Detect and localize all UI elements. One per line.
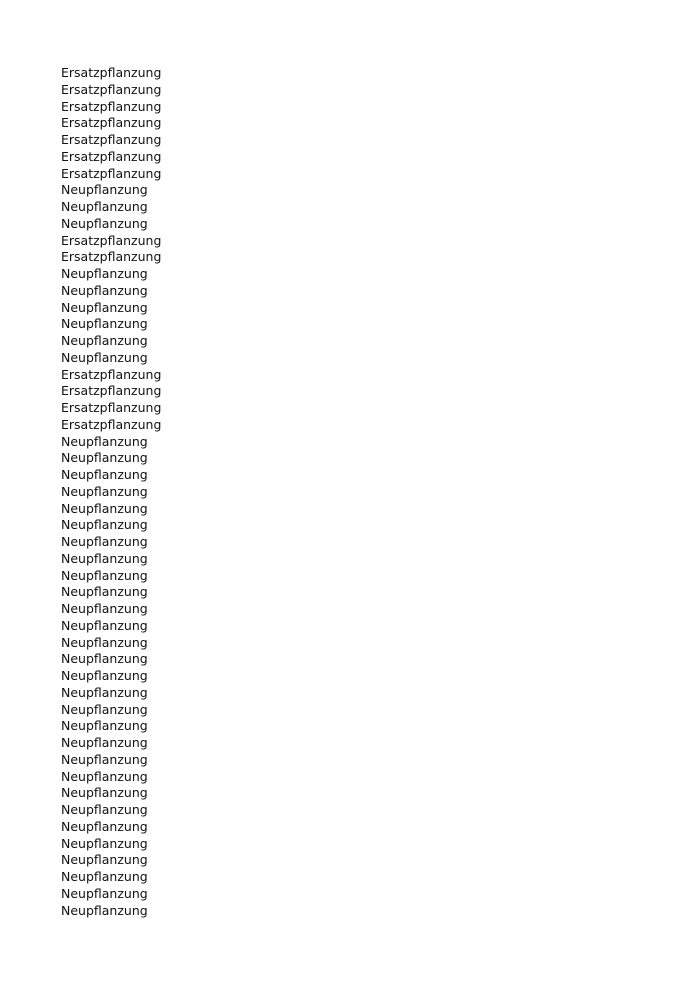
list-item: Neupflanzung (61, 534, 148, 549)
list-item: Neupflanzung (61, 567, 148, 583)
list-item: Neupflanzung (61, 668, 148, 683)
list-item: Neupflanzung (61, 651, 148, 667)
list-item: Neupflanzung (61, 483, 148, 499)
list-item: Ersatzpflanzung (61, 366, 162, 382)
list-item: Neupflanzung (61, 517, 148, 533)
list-item: Neupflanzung (61, 835, 148, 851)
list-item: Neupflanzung (61, 500, 148, 516)
list-item: Ersatzpflanzung (61, 383, 162, 399)
list-item: Neupflanzung (61, 433, 148, 449)
list-item: Neupflanzung (61, 550, 148, 566)
list-item: Neupflanzung (61, 751, 148, 767)
list-item: Ersatzpflanzung (61, 115, 162, 131)
list-item: Neupflanzung (61, 266, 148, 281)
list-item: Ersatzpflanzung (61, 232, 162, 248)
list-item: Neupflanzung (61, 601, 148, 616)
list-item: Neupflanzung (61, 885, 148, 901)
list-item: Ersatzpflanzung (61, 81, 162, 97)
list-item: Neupflanzung (61, 818, 148, 834)
list-item: Neupflanzung (61, 450, 148, 466)
list-item: Neupflanzung (61, 634, 148, 650)
list-item: Neupflanzung (61, 182, 148, 198)
list-item: Neupflanzung (61, 316, 148, 332)
list-item: Neupflanzung (61, 802, 148, 817)
list-item: Neupflanzung (61, 785, 148, 801)
list-item: Neupflanzung (61, 617, 148, 633)
list-item: Neupflanzung (61, 718, 148, 734)
list-item: Ersatzpflanzung (61, 416, 162, 432)
list-item: Ersatzpflanzung (61, 132, 162, 147)
planting-type-list (61, 65, 161, 919)
list-item: Neupflanzung (61, 199, 148, 214)
list-item: Neupflanzung (61, 584, 148, 600)
list-item: Neupflanzung (61, 852, 148, 868)
list-item: Neupflanzung (61, 467, 148, 482)
list-item: Ersatzpflanzung (61, 165, 162, 181)
list-item: Neupflanzung (61, 902, 148, 918)
list-item: Neupflanzung (61, 299, 148, 315)
list-item: Ersatzpflanzung (61, 249, 162, 265)
list-item: Neupflanzung (61, 701, 148, 717)
list-item: Neupflanzung (61, 215, 148, 231)
list-item: Neupflanzung (61, 735, 148, 750)
list-item: Neupflanzung (61, 333, 148, 348)
list-item: Neupflanzung (61, 768, 148, 784)
list-item: Neupflanzung (61, 349, 148, 365)
list-item: Ersatzpflanzung (61, 148, 162, 164)
list-item: Ersatzpflanzung (61, 65, 162, 80)
list-item: Ersatzpflanzung (61, 400, 162, 415)
list-item: Neupflanzung (61, 282, 148, 298)
list-item: Neupflanzung (61, 684, 148, 700)
list-item: Neupflanzung (61, 869, 148, 884)
list-item: Ersatzpflanzung (61, 98, 162, 114)
